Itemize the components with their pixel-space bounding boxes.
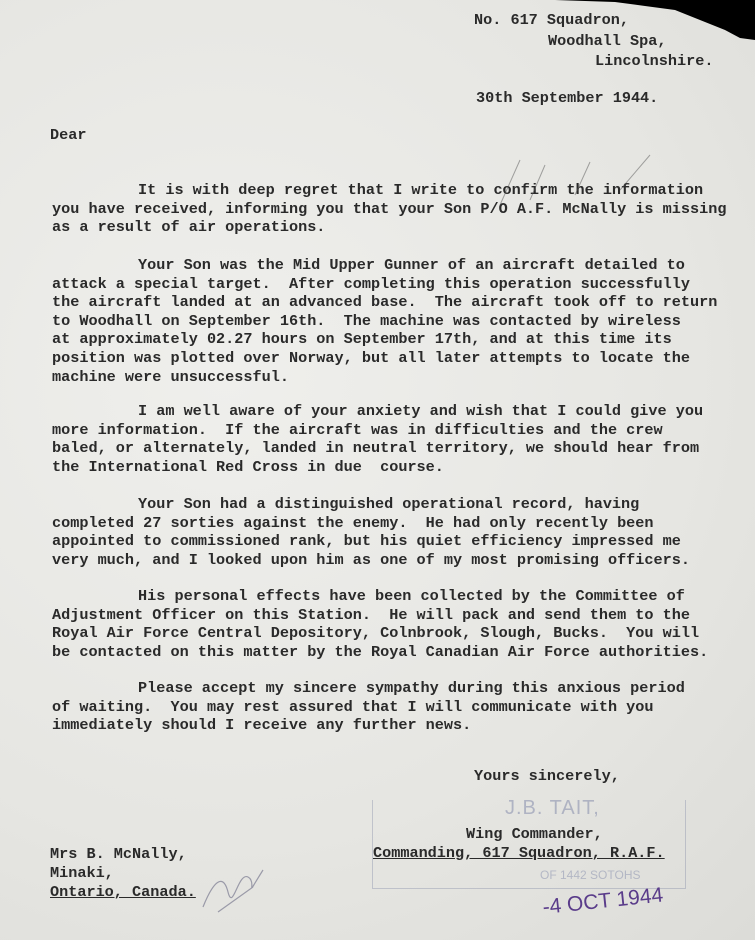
paragraph-line: attack a special target. After completing this operation successfully: [52, 274, 690, 293]
letter-date: 30th September 1944.: [476, 89, 659, 107]
paragraph-line: Your Son was the Mid Upper Gunner of an aircraft detailed to: [138, 256, 685, 274]
paragraph-line: I am well aware of your anxiety and wish that I could give you: [138, 402, 704, 420]
paragraph-line: the aircraft landed at an advanced base. The aircraft took off to return: [52, 293, 718, 312]
salutation: Dear: [50, 126, 87, 144]
recipient-line: Ontario, Canada.: [50, 883, 196, 901]
paragraph-line: as a result of air operations.: [52, 218, 326, 237]
paragraph-line: to Woodhall on September 16th. The machine was contacted by wireless: [52, 311, 681, 330]
letterhead-line: Lincolnshire.: [595, 52, 714, 70]
stamp-text: OF 1442 SOTOHS: [540, 868, 641, 882]
paragraph-line: His personal effects have been collected by the Committee of: [138, 587, 685, 605]
paragraph-line: the International Red Cross in due course.: [52, 457, 444, 476]
signatory-rank: Wing Commander,: [466, 825, 603, 843]
letterhead-line: Woodhall Spa,: [548, 32, 667, 50]
paragraph-line: immediately should I receive any further news.: [52, 716, 472, 735]
paragraph-line: Royal Air Force Central Depository, Colnbrook, Slough, Bucks. You will: [52, 624, 700, 643]
paragraph-line: machine were unsuccessful.: [52, 367, 289, 386]
paragraph-line: at approximately 02.27 hours on September 17th, and at this time its: [52, 330, 672, 349]
paragraph-line: It is with deep regret that I write to confirm the information: [138, 181, 704, 199]
signatory-position: Commanding, 617 Squadron, R.A.F.: [373, 844, 665, 862]
received-date-stamp: -4 OCT 1944: [541, 883, 665, 920]
paragraph-line: baled, or alternately, landed in neutral territory, we should hear from: [52, 439, 700, 458]
paragraph-line: of waiting. You may rest assured that I will communicate with you: [52, 697, 654, 716]
paragraph-line: Please accept my sincere sympathy during this anxious period: [138, 679, 685, 697]
recipient-line: Minaki,: [50, 864, 114, 882]
paragraph-line: you have received, informing you that your Son P/O A.F. McNally is missing: [52, 199, 727, 218]
signature: J.B. TAIT,: [505, 797, 600, 819]
paragraph-line: completed 27 sorties against the enemy. He had only recently been: [52, 513, 654, 532]
paragraph-line: Your Son had a distinguished operational record, having: [138, 495, 640, 513]
closing: Yours sincerely,: [474, 767, 620, 785]
recipient-line: Mrs B. McNally,: [50, 845, 187, 863]
paragraph-line: position was plotted over Norway, but all later attempts to locate the: [52, 349, 690, 367]
paragraph-line: appointed to commissioned rank, but his quiet efficiency impressed me: [52, 532, 681, 551]
handwritten-initials: [198, 862, 268, 917]
paragraph-line: Adjustment Officer on this Station. He will pack and send them to the: [52, 605, 690, 624]
paragraph-line: be contacted on this matter by the Royal Canadian Air Force authorities.: [52, 642, 709, 661]
letterhead-line: No. 617 Squadron,: [474, 11, 629, 29]
paragraph-line: very much, and I looked upon him as one of my most promising officers.: [52, 550, 690, 569]
pencil-marks: [480, 150, 660, 210]
paragraph-line: more information. If the aircraft was in difficulties and the crew: [52, 420, 663, 439]
